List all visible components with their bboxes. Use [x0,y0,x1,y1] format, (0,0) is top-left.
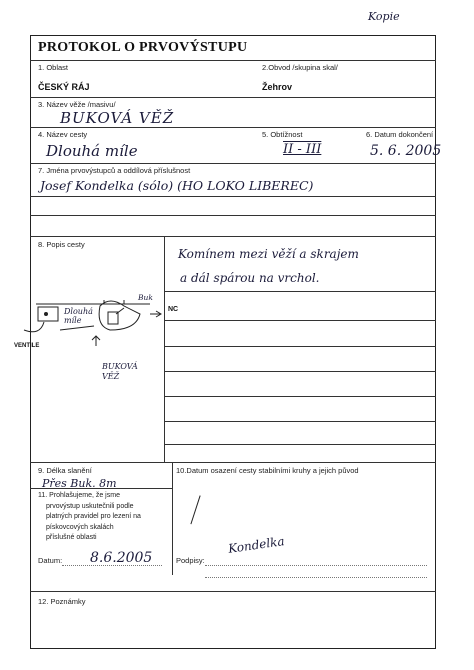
completion-date-label: 6. Datum dokončení [366,130,434,139]
description-line-2: a dál spárou na vrchol. [180,271,320,285]
area-value: ČESKÝ RÁJ [38,82,90,92]
route-sketch [0,290,170,390]
declaration-text: 11. Prohlašujeme, že jsme prvovýstup uskutečnili podle platných pravidel pro lezení na pískovcových skalách příslušné oblasti [38,492,141,541]
sketch-nc: NC [168,306,179,313]
length-value: Přes Buk. 8m [42,477,117,490]
district-label: 2.Obvod /skupina skal/ [262,63,338,72]
difficulty-value: II - III [283,142,322,157]
sketch-route: Dlouhá míle [64,307,93,325]
notes-label: 12. Poznámky [38,597,86,606]
sketch-buk: Buk [138,293,153,302]
tower-label: 3. Název věže /masivu/ [38,100,116,109]
length-label: 9. Délka slanění [38,466,92,475]
form-title: PROTOKOL O PRVOVÝSTUPU [38,40,248,55]
district-value: Žehrov [262,82,293,92]
route-label: 4. Název cesty [38,130,88,139]
route-value: Dlouhá míle [46,142,138,160]
climbers-label: 7. Jména prvovýstupců a oddílová příslušnost [38,166,191,175]
corner-note: Kopie [368,10,400,23]
signature-value: Kondelka [227,534,286,556]
area-label: 1. Oblast [38,63,69,72]
sketch-tower: BUKOVÁ VĚŽ [102,362,138,381]
signature-label: Podpisy: [176,556,205,565]
date-label: Datum: [38,556,63,565]
description-label: 8. Popis cesty [38,240,85,249]
difficulty-label: 5. Obtížnost [262,130,303,139]
date-value: 8.6.2005 [90,550,153,566]
description-line-1: Komínem mezi věží a skrajem [178,247,359,261]
sketch-ventile: VENTILE [14,343,40,349]
anchors-label: 10.Datum osazení cesty stabilními kruhy a jejich původ [176,466,359,475]
completion-date-value: 5. 6. 2005 [370,143,442,159]
tower-value: BUKOVÁ VĚŽ [60,109,175,127]
climbers-value: Josef Kondelka (sólo) (HO LOKO LIBEREC) [40,178,314,193]
